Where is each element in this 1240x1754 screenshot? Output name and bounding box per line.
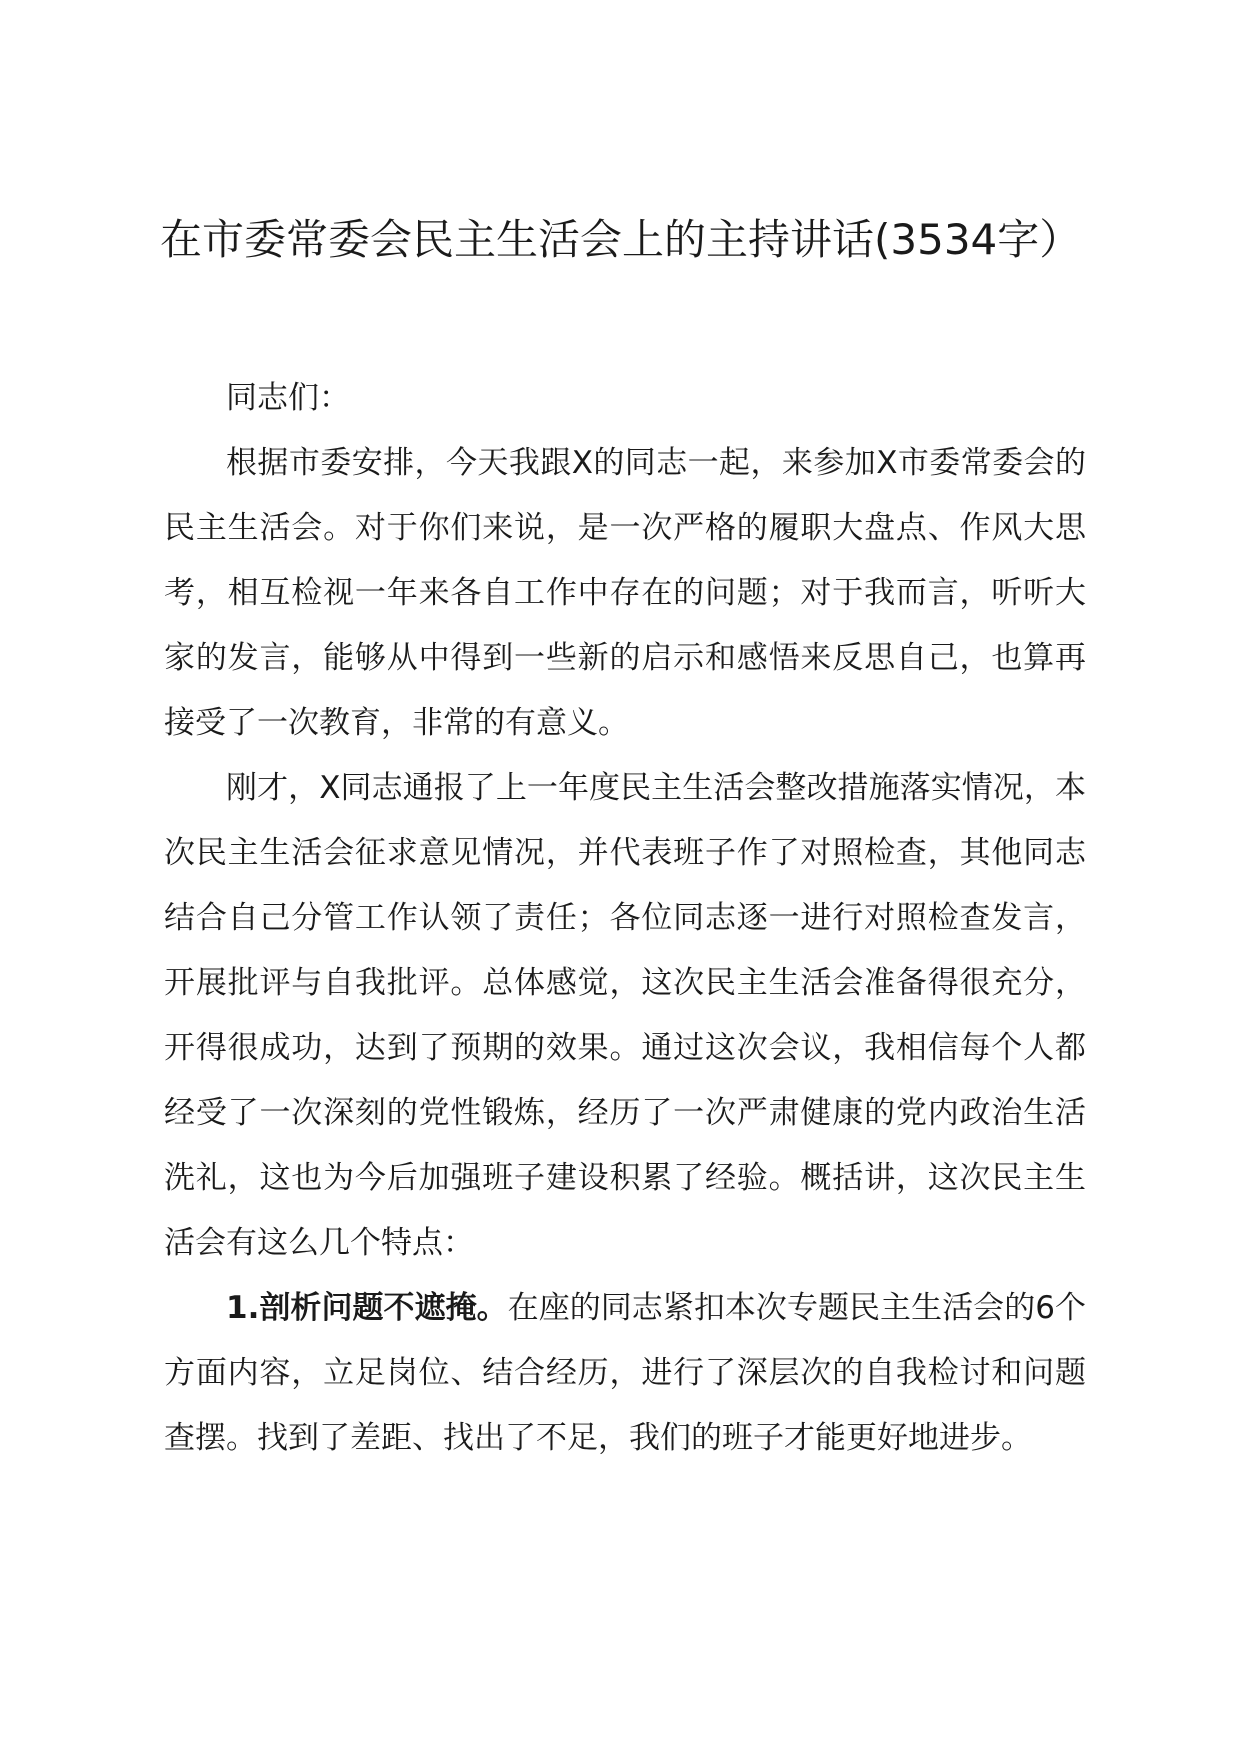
paragraph-point-1 (164, 1276, 1086, 1471)
salutation: 同志们： (226, 380, 350, 416)
document-body (164, 366, 1086, 1471)
paragraph-2: 刚才，X同志通报了上一年度民主生活会整改措施落实情况，本次民主生活会征求意见情况，并代表班子作了对照检查，其他同志结合自己分管工作认领了责任；各位同志逐一进行对照检查发言，开展批评与自我批评。总体感觉，这次民主生活会准备得很充分，开得很成功，达到了预期的效果。通过这次会议，我相信每个人都经受了一次深刻的党性锻炼，经历了一次严肃健康的党内政治生活洗礼，这也为今后加强班子建设积累了经验。概括讲，这次民主生活会有这么几个特点： (164, 770, 1086, 1261)
point-1-text: 在座的同志紧扣本次专题民主生活会的6个方面内容，立足岗位、结合经历，进行了深层次的自我检讨和问题查摆。找到了差距、找出了不足，我们的班子才能更好地进步。 (164, 1290, 1086, 1456)
document-title: 在市委常委会民主生活会上的主持讲话(3534字） (160, 215, 1082, 264)
paragraph-1: 根据市委安排，今天我跟X的同志一起，来参加X市委常委会的民主生活会。对于你们来说，是一次严格的履职大盘点、作风大思考，相互检视一年来各自工作中存在的问题；对于我而言，听听大家的发言，能够从中得到一些新的启示和感悟来反思自己，也算再接受了一次教育，非常的有意义。 (164, 445, 1086, 741)
point-1-heading: 1.剖析问题不遮掩。 (226, 1290, 508, 1326)
